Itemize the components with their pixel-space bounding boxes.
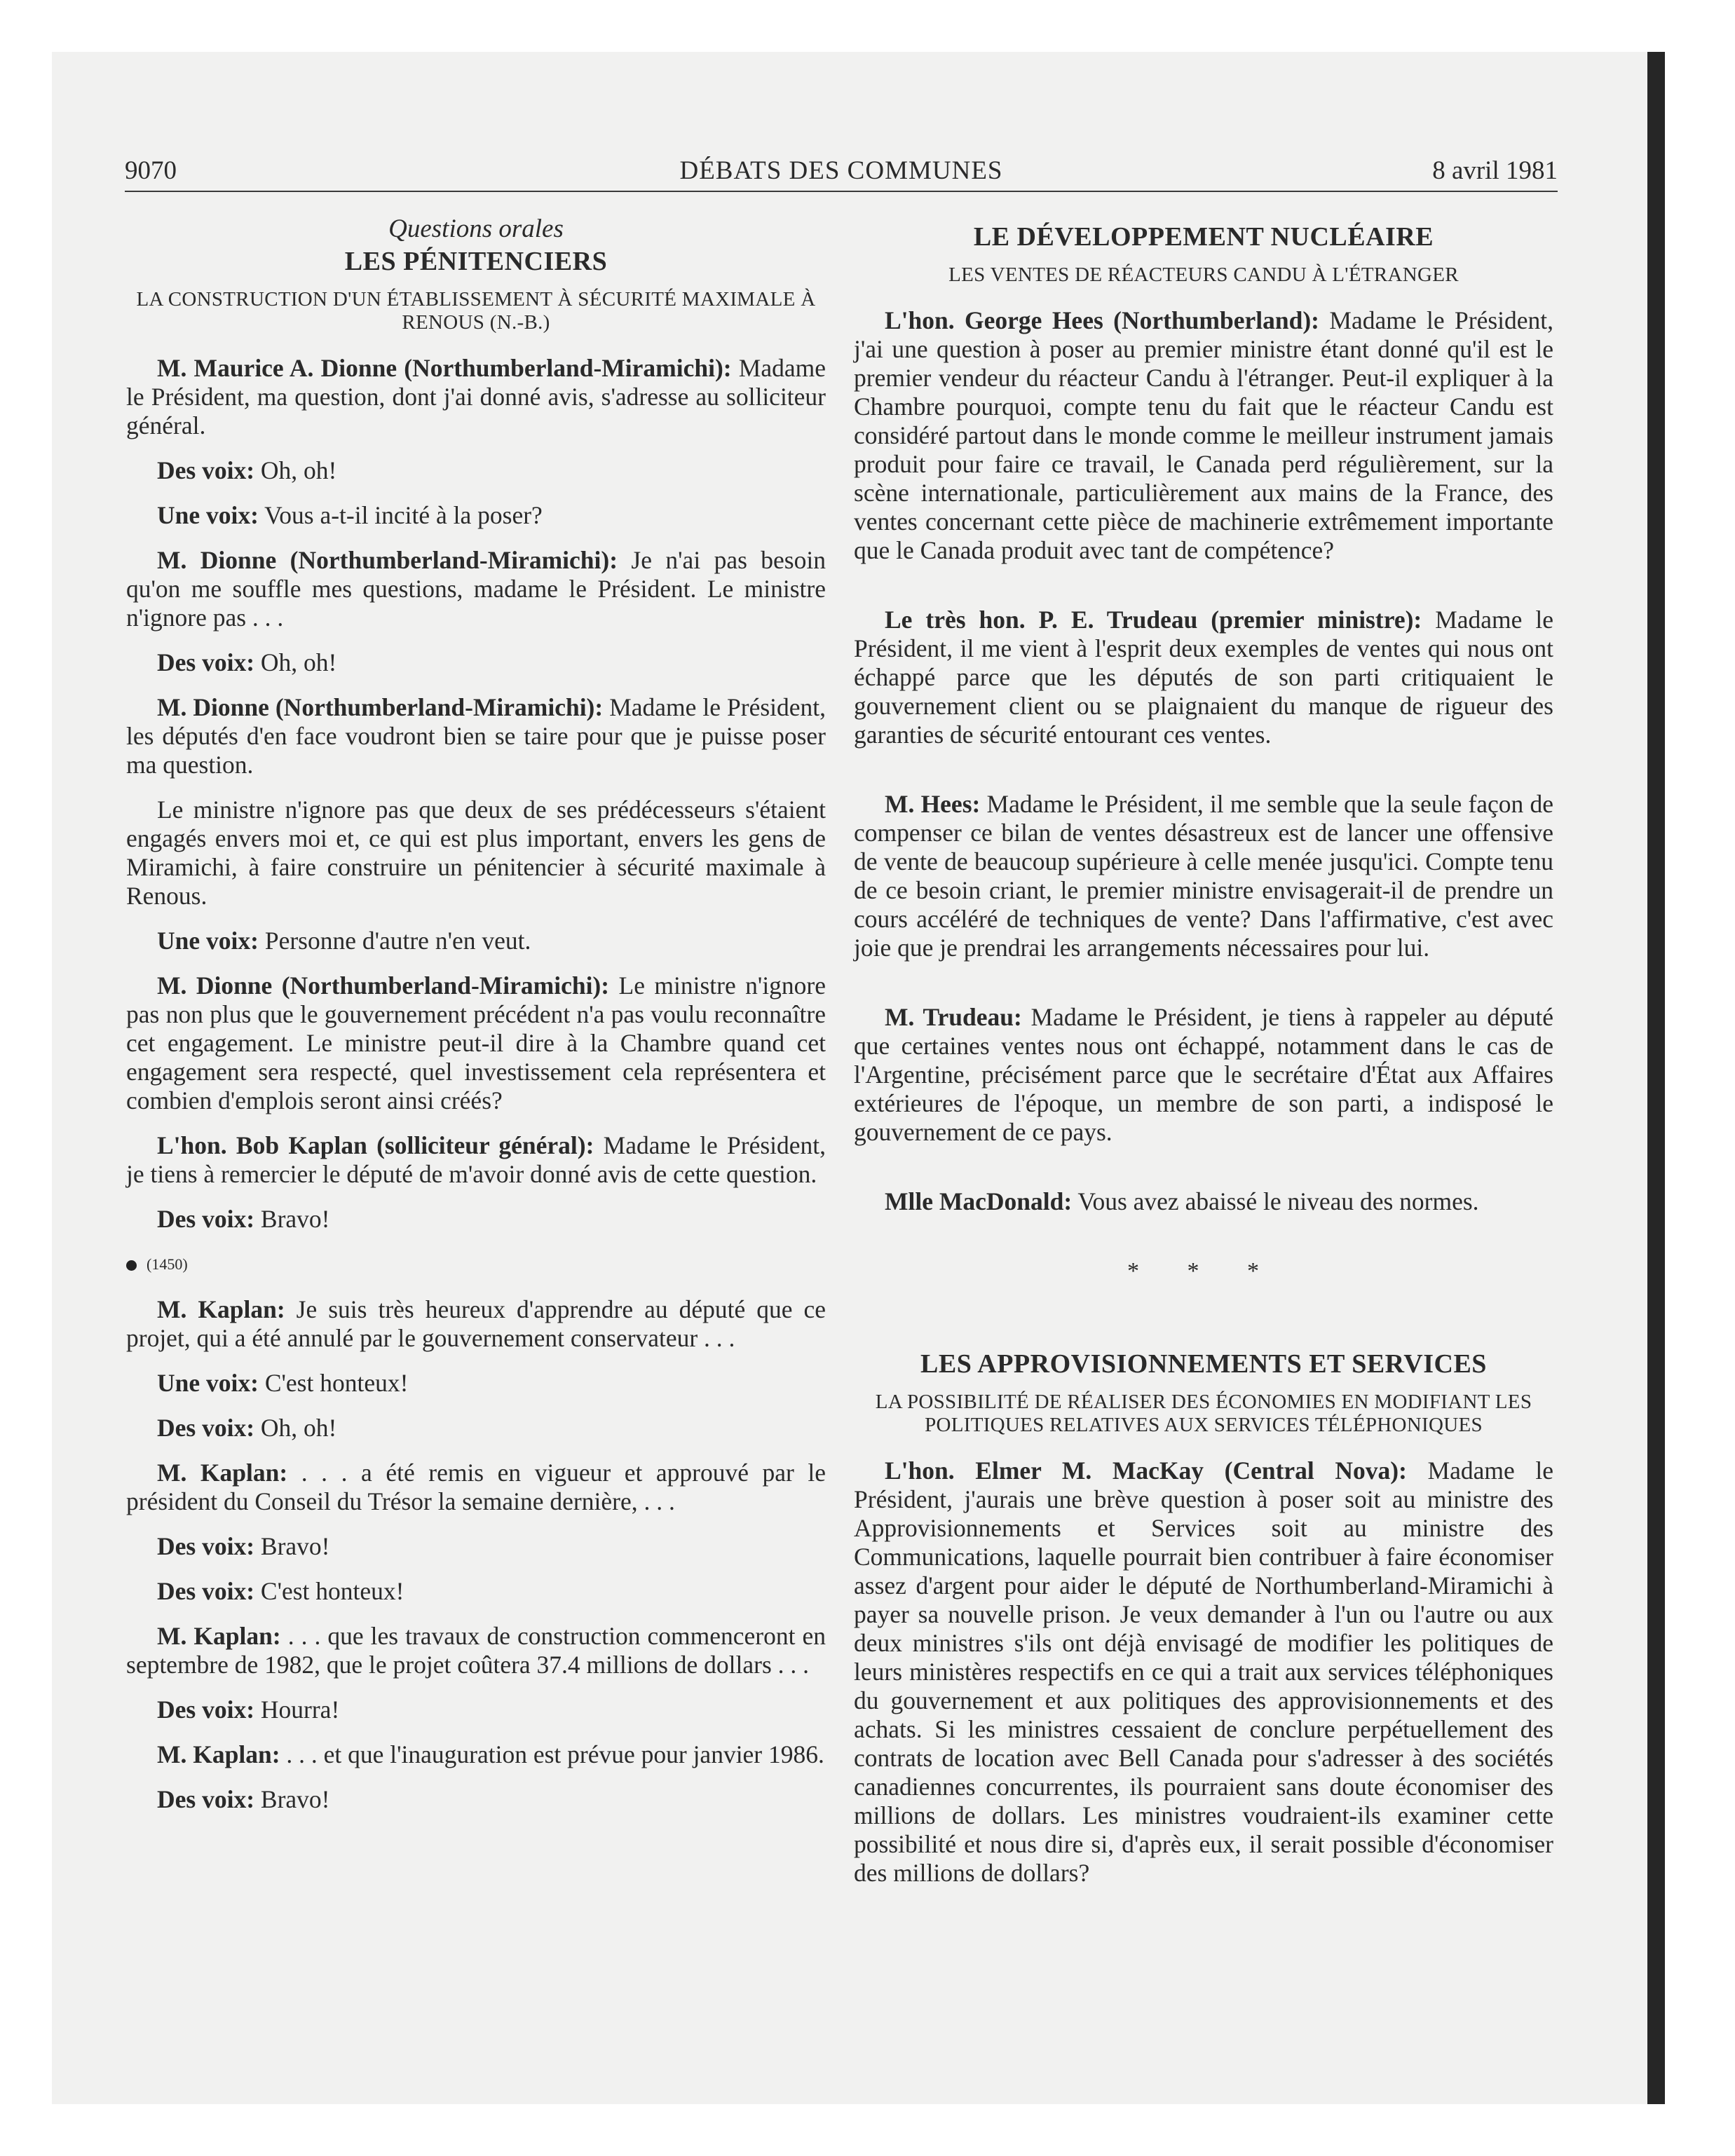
speech-text: Le ministre n'ignore pas que deux de ses prédécesseurs s'étaient engagés envers moi et, ce qui est plus important, envers les gens de Miramichi, à faire construire un pénitencier à sécurité maximale à Renous.	[126, 796, 826, 910]
paragraph	[126, 1459, 826, 1516]
speech-text: Bravo!	[254, 1205, 330, 1233]
paragraph	[854, 306, 1553, 565]
speaker-name: Des voix:	[157, 1785, 255, 1813]
paragraph	[126, 796, 826, 910]
speaker-name: Des voix:	[157, 1414, 255, 1442]
speaker-name: M. Kaplan:	[157, 1459, 288, 1487]
speech-text: Vous a-t-il incité à la poser?	[258, 501, 543, 529]
paragraph	[854, 1456, 1553, 1888]
speech-text: Hourra!	[254, 1696, 340, 1724]
paragraph	[126, 354, 826, 440]
speaker-name: L'hon. Elmer M. MacKay (Central Nova):	[885, 1456, 1407, 1485]
speech-text: Madame le Président, il me vient à l'esprit deux exemples de ventes qui nous ont échappé parce que les députés de son parti critiquaient le gouvernement client ou se plaignaient du manque de rigueur des garanties de sécurité entourant ces ventes.	[854, 606, 1553, 749]
speech-text: Madame le Président, j'aurais une brève question à poser soit au ministre des Approvisionnements et Services soit au ministre des Communications, laquelle pourrait bien contribuer à faire économiser assez d'argent pour aider le député de Northumberland-Miramichi à payer sa nouvelle prison. Je veux demander à l'un ou l'autre ou aux deux ministres s'ils ont déjà envisagé de modifier les politiques de leurs ministères respectifs en ce qui a trait aux services téléphoniques du gouvernement et aux politiques des approvisionnements et des achats. Si les ministres cessaient de conclure perpétuellement des contrats de location avec Bell Canada pour s'adresser à des sociétés canadiennes concurrentes, ils pourraient sans doute économiser des millions de dollars. Les ministres voudraient-ils examiner cette possibilité et nous dire si, d'après eux, il serait possible d'économiser des millions de dollars?	[854, 1456, 1553, 1887]
paragraph	[126, 1740, 826, 1769]
speaker-name: M. Maurice A. Dionne (Northumberland-Miramichi):	[157, 354, 732, 382]
speech-text: Bravo!	[254, 1785, 330, 1813]
speaker-name: L'hon. Bob Kaplan (solliciteur général):	[157, 1131, 594, 1159]
speaker-name: M. Dionne (Northumberland-Miramichi):	[157, 546, 618, 574]
speaker-name: Des voix:	[157, 456, 255, 484]
time-marker-text: (1450)	[147, 1255, 188, 1273]
speaker-name: Une voix:	[157, 927, 259, 955]
speech-text: Oh, oh!	[254, 456, 337, 484]
paragraph	[126, 546, 826, 632]
speaker-name: Le très hon. P. E. Trudeau (premier ministre):	[885, 606, 1422, 634]
speaker-name: Une voix:	[157, 501, 259, 529]
speech-text: Je n'ai pas besoin qu'on me souffle mes questions, madame le Président. Le ministre n'ignore pas . . .	[126, 546, 826, 632]
paragraph	[854, 606, 1553, 749]
paragraph	[126, 1622, 826, 1679]
speech-text: Madame le Président, il me semble que la seule façon de compenser ce bilan de ventes désastreux est de lancer une offensive de vente de beaucoup supérieure à celle menée jusqu'ici. Compte tenu de ce besoin criant, le premier ministre envisagerait-il de prendre un cours accéléré de techniques de vente? Dans l'affirmative, c'est avec joie que je prendrai les arrangements nécessaires pour lui.	[854, 790, 1553, 962]
paragraph	[126, 1295, 826, 1353]
speaker-name: M. Hees:	[885, 790, 981, 818]
speech-text: Madame le Président, les députés d'en face voudront bien se taire pour que je puisse poser ma question.	[126, 693, 826, 779]
section-title: LES PÉNITENCIERS	[344, 247, 608, 276]
speech-text: Madame le Président, je tiens à remercier le député de m'avoir donné avis de cette question.	[126, 1131, 826, 1188]
publication-title: DÉBATS DES COMMUNES	[679, 156, 1003, 185]
speech-text: Je suis très heureux d'apprendre au député que ce projet, qui a été annulé par le gouvernement conservateur . . .	[126, 1295, 826, 1352]
speaker-name: Une voix:	[157, 1369, 259, 1397]
speaker-name: M. Kaplan:	[157, 1740, 280, 1768]
page-date: 8 avril 1981	[1432, 156, 1558, 185]
paragraph	[126, 1696, 826, 1724]
bullet-icon	[126, 1260, 137, 1271]
speaker-name: Des voix:	[157, 1696, 255, 1724]
paragraph	[126, 1131, 826, 1189]
speaker-name: Mlle MacDonald:	[885, 1187, 1073, 1215]
paragraph	[126, 501, 826, 530]
section-supertitle: Questions orales	[388, 214, 564, 243]
paragraph	[126, 1785, 826, 1814]
speaker-name: M. Kaplan:	[157, 1622, 281, 1650]
scan-edge-bar	[1647, 52, 1665, 2104]
paragraph	[126, 927, 826, 955]
paragraph	[854, 1003, 1553, 1147]
speech-text: . . . et que l'inauguration est prévue pour janvier 1986.	[280, 1740, 824, 1768]
section2-subtitle: LA POSSIBILITÉ DE RÉALISER DES ÉCONOMIES EN MODIFIANT LES POLITIQUES RELATIVES AUX SERVICES TÉLÉPHONIQUES	[875, 1391, 1532, 1436]
speaker-name: Des voix:	[157, 1577, 255, 1605]
speech-text: Personne d'autre n'en veut.	[258, 927, 531, 955]
paragraph	[126, 1532, 826, 1561]
right-section2-paragraphs	[854, 1456, 1553, 1888]
paragraph	[126, 1577, 826, 1606]
speech-text: Bravo!	[254, 1532, 330, 1560]
speech-text: C'est honteux!	[258, 1369, 409, 1397]
speech-text: Oh, oh!	[254, 648, 337, 676]
speech-text: Madame le Président, ma question, dont j'ai donné avis, s'adresse au solliciteur général.	[126, 354, 826, 439]
paragraph	[126, 456, 826, 485]
paragraph	[126, 648, 826, 677]
speaker-name: M. Trudeau:	[885, 1003, 1022, 1031]
section-subtitle: LA CONSTRUCTION D'UN ÉTABLISSEMENT À SÉCURITÉ MAXIMALE À RENOUS (N.-B.)	[136, 288, 816, 334]
page-number: 9070	[125, 156, 177, 185]
speaker-name: Des voix:	[157, 1205, 255, 1233]
section2-title: LES APPROVISIONNEMENTS ET SERVICES	[920, 1349, 1487, 1379]
speech-text: Oh, oh!	[254, 1414, 337, 1442]
time-marker	[126, 1250, 826, 1278]
paragraph	[126, 1369, 826, 1398]
speaker-name: M. Dionne (Northumberland-Miramichi):	[157, 693, 604, 721]
right-section1-paragraphs	[854, 306, 1553, 1216]
speaker-name: L'hon. George Hees (Northumberland):	[885, 306, 1320, 334]
speech-text: Madame le Président, j'ai une question à poser au premier ministre étant donné qu'il est le premier vendeur du réacteur Candu à l'étranger. Peut-il expliquer à la Chambre pourquoi, compte tenu du fait que le réacteur Candu est considéré partout dans le monde comme le meilleur instrument jamais produit pour faire ce travail, le Canada perd régulièrement, sur la scène internationale, particulièrement aux mains de la France, des ventes concernant cette pièce de machinerie extrêmement importante que le Canada produit avec tant de compétence?	[854, 306, 1554, 564]
left-paragraphs	[126, 354, 826, 1234]
paragraph	[126, 693, 826, 779]
paragraph	[126, 971, 826, 1115]
speech-text: C'est honteux!	[254, 1577, 404, 1605]
paragraph	[126, 1414, 826, 1442]
left-column	[126, 210, 826, 1830]
left-paragraphs-after	[126, 1295, 826, 1814]
speech-text: Le ministre n'ignore pas non plus que le gouvernement précédent n'a pas voulu reconnaître cet engagement. Le ministre peut-il dire à la Chambre quand cet engagement sera respecté, quel investissement cela représentera et combien d'emplois seront ainsi créés?	[126, 971, 826, 1114]
speech-text: . . . a été remis en vigueur et approuvé par le président du Conseil du Trésor la semaine dernière, . . .	[126, 1459, 826, 1515]
speaker-name: Des voix:	[157, 1532, 255, 1560]
speech-text: Vous avez abaissé le niveau des normes.	[1072, 1187, 1479, 1215]
paragraph	[854, 790, 1553, 962]
speaker-name: Des voix:	[157, 648, 255, 676]
header-rule	[125, 191, 1558, 192]
speaker-name: M. Kaplan:	[157, 1295, 285, 1323]
section1-title: LE DÉVELOPPEMENT NUCLÉAIRE	[973, 222, 1434, 252]
paragraph	[854, 1187, 1553, 1216]
speaker-name: M. Dionne (Northumberland-Miramichi):	[157, 971, 610, 999]
section1-subtitle: LES VENTES DE RÉACTEURS CANDU À L'ÉTRANGER	[948, 264, 1459, 286]
paragraph	[126, 1205, 826, 1234]
right-column	[854, 210, 1553, 1904]
speech-text: . . . que les travaux de construction commenceront en septembre de 1982, que le projet coûtera 37.4 millions de dollars . . .	[126, 1622, 826, 1679]
speech-text: Madame le Président, je tiens à rappeler au député que certaines ventes nous ont échappé, notamment dans le cas de l'Argentine, précisément parce que le secrétaire d'État aux Affaires extérieures de l'époque, un membre de son parti, a indisposé le gouvernement de ce pays.	[854, 1003, 1553, 1146]
section-separator: * * *	[1127, 1258, 1280, 1284]
page-header	[125, 156, 1558, 192]
